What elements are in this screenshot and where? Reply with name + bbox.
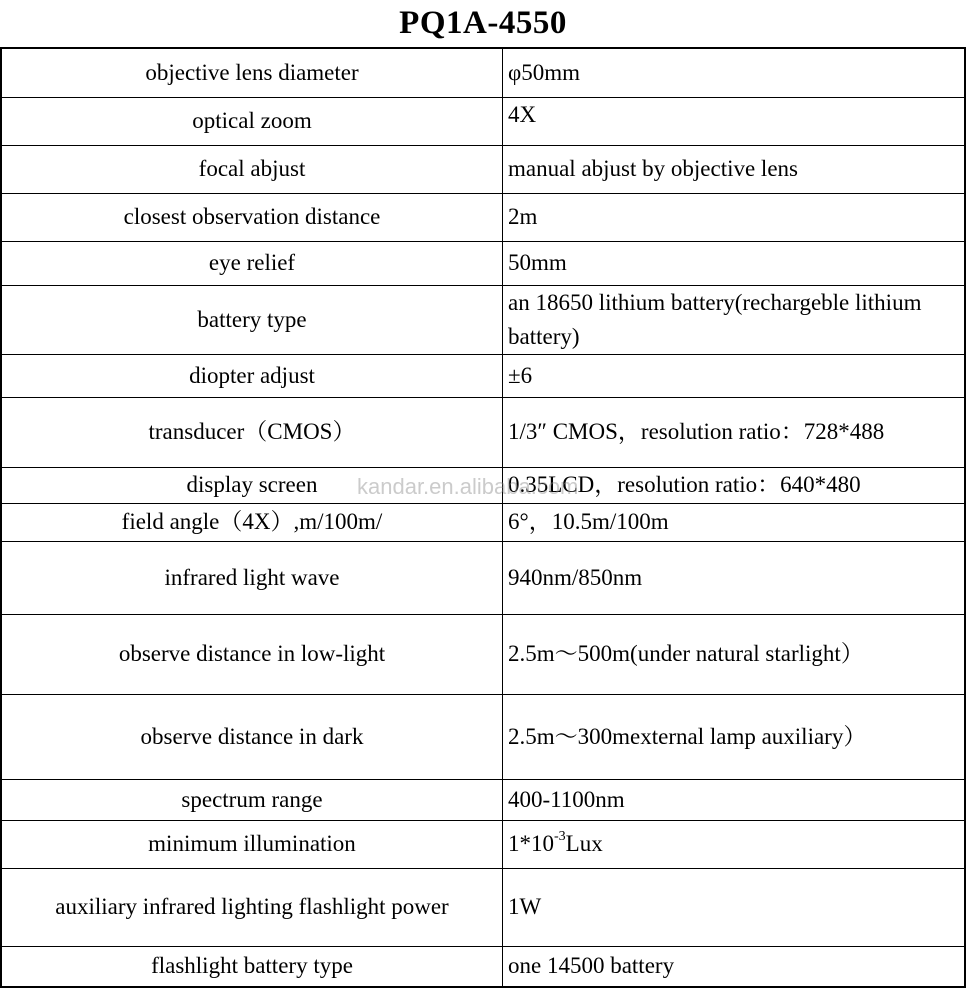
row-value: 1W bbox=[503, 868, 966, 946]
row-label: objective lens diameter bbox=[1, 48, 503, 97]
row-value: an 18650 lithium battery(rechargeble lithium battery) bbox=[503, 285, 966, 354]
row-label: flashlight battery type bbox=[1, 946, 503, 987]
table-row bbox=[1, 868, 965, 946]
table-row bbox=[1, 145, 965, 193]
row-label: minimum illumination bbox=[1, 820, 503, 868]
row-value bbox=[503, 820, 966, 868]
table-row bbox=[1, 48, 965, 97]
illumination-unit: Lux bbox=[565, 831, 603, 856]
illumination-base: 1*10 bbox=[508, 831, 554, 856]
table-row bbox=[1, 241, 965, 285]
row-label: spectrum range bbox=[1, 779, 503, 820]
row-label: optical zoom bbox=[1, 97, 503, 145]
table-row bbox=[1, 354, 965, 397]
row-value: 1/3″ CMOS，resolution ratio：728*488 bbox=[503, 397, 966, 467]
table-row bbox=[1, 946, 965, 987]
row-value: 940nm/850nm bbox=[503, 541, 966, 614]
row-value: 400-1100nm bbox=[503, 779, 966, 820]
row-label: diopter adjust bbox=[1, 354, 503, 397]
row-value: 50mm bbox=[503, 241, 966, 285]
illumination-exponent: -3 bbox=[554, 829, 566, 845]
row-label: focal abjust bbox=[1, 145, 503, 193]
row-label: observe distance in low-light bbox=[1, 614, 503, 694]
table-row bbox=[1, 97, 965, 145]
row-value: 0.35LCD，resolution ratio：640*480 bbox=[503, 467, 966, 503]
row-value: 4X bbox=[503, 97, 966, 145]
table-row bbox=[1, 467, 965, 503]
row-label: closest observation distance bbox=[1, 193, 503, 241]
table-row bbox=[1, 285, 965, 354]
table-row bbox=[1, 779, 965, 820]
row-label: battery type bbox=[1, 285, 503, 354]
row-value: manual abjust by objective lens bbox=[503, 145, 966, 193]
row-value: 2.5m～300mexternal lamp auxiliary） bbox=[503, 694, 966, 779]
row-label: infrared light wave bbox=[1, 541, 503, 614]
row-value: 2.5m～500m(under natural starlight） bbox=[503, 614, 966, 694]
row-label: transducer（CMOS） bbox=[1, 397, 503, 467]
row-label: auxiliary infrared lighting flashlight power bbox=[1, 868, 503, 946]
table-row bbox=[1, 694, 965, 779]
row-label: observe distance in dark bbox=[1, 694, 503, 779]
watermark: kandar.en.alibaba.com bbox=[357, 474, 579, 499]
spec-table bbox=[0, 47, 966, 988]
row-value: φ50mm bbox=[503, 48, 966, 97]
row-label: display screen bbox=[1, 467, 503, 503]
row-label: eye relief bbox=[1, 241, 503, 285]
table-row bbox=[1, 614, 965, 694]
table-row bbox=[1, 397, 965, 467]
table-row bbox=[1, 541, 965, 614]
table-row bbox=[1, 193, 965, 241]
row-value: one 14500 battery bbox=[503, 946, 966, 987]
page-title: PQ1A-4550 bbox=[399, 5, 567, 41]
table-row bbox=[1, 820, 965, 868]
row-label: field angle（4X）,m/100m/ bbox=[1, 503, 503, 541]
row-value: 6°，10.5m/100m bbox=[503, 503, 966, 541]
row-value: ±6 bbox=[503, 354, 966, 397]
row-value: 2m bbox=[503, 193, 966, 241]
table-row bbox=[1, 503, 965, 541]
